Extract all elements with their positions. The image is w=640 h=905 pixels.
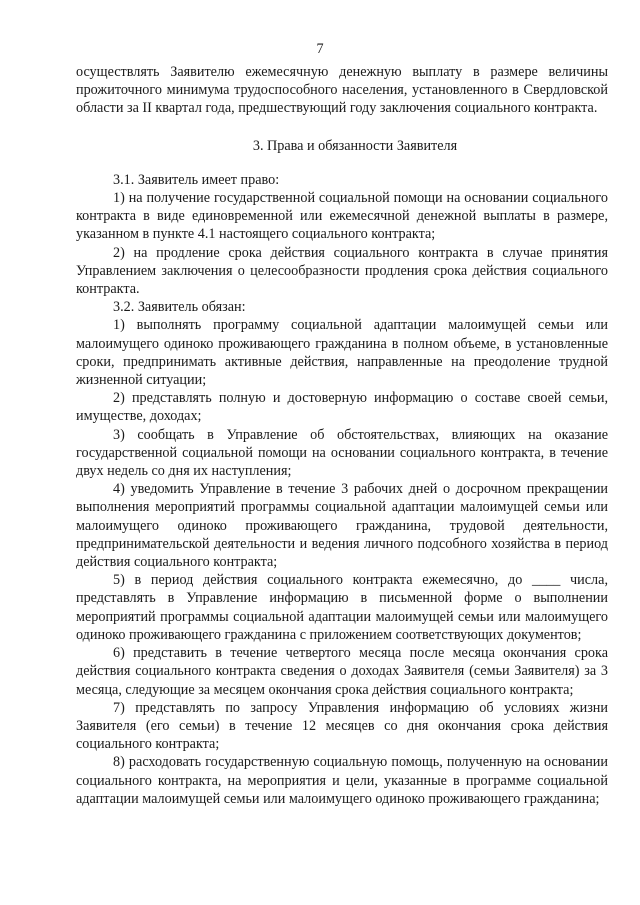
rights-item-2: 2) на продление срока действия социального контракта в случае принятия Управлением заключения о целесообразности продления срока действия социального контракта. [76,244,608,298]
obligations-item-3: 3) сообщать в Управление об обстоятельствах, влияющих на оказание государственной социальной помощи на основании социального контракта, в течение двух недель со дня их наступления; [76,426,608,480]
intro-paragraph: осуществлять Заявителю ежемесячную денежную выплату в размере величины прожиточного минимума трудоспособного населения, установленного в Свердловской области за II квартал года, предшествующий году заключения социального контракта. [76,64,608,117]
obligations-item-5: 5) в период действия социального контракта ежемесячно, до ____ числа, представлять в Управление информацию в письменной форме о выполнении мероприятий программы социальной адаптации малоимущей семьи или малоимущего одиноко проживающего гражданина с приложением соответствующих документов; [76,572,608,643]
obligations-item-8: 8) расходовать государственную социальную помощь, полученную на основании социального контракта, на мероприятия и цели, указанные в программе социальной адаптации малоимущей семьи или малоимущего одиноко проживающего гражданина; [76,754,608,807]
page-number: 7 [316,41,324,57]
obligations-item-7: 7) представлять по запросу Управления информацию об условиях жизни Заявителя (его семьи) в течение 12 месяцев со дня окончания срока действия социального контракта; [76,699,608,753]
section-heading: 3. Права и обязанности Заявителя [252,137,458,154]
obligations-item-2: 2) представлять полную и достоверную информацию о составе своей семьи, имуществе, доходах; [76,390,608,425]
obligations-heading: 3.2. Заявитель обязан: [113,299,246,316]
rights-item-1: 1) на получение государственной социальной помощи на основании социального контракта в виде единовременной или ежемесячной денежной выплаты в размере, указанном в пункте 4.1 настоящего социального контракта; [76,190,608,243]
obligations-item-4: 4) уведомить Управление в течение 3 рабочих дней о досрочном прекращении выполнения мероприятий программы социальной адаптации малоимущей семьи или малоимущего одиноко проживающего гражданина, трудовой деятельности, предпринимательской деятельности и ведения личного подсобного хозяйства в период действия социального контракта; [76,481,608,571]
document-body [76,63,608,808]
obligations-item-6: 6) представить в течение четвертого месяца после месяца окончания срока действия социального контракта сведения о доходах Заявителя (семьи Заявителя) за 3 месяца, следующие за месяцем окончания срока действия социального контракта; [76,645,608,698]
obligations-item-1: 1) выполнять программу социальной адаптации малоимущей семьи или малоимущего одиноко проживающего гражданина в полном объеме, в установленные сроки, предпринимать активные действия, направленные на преодоление трудной жизненной ситуации; [76,317,608,389]
rights-heading: 3.1. Заявитель имеет право: [113,171,280,188]
